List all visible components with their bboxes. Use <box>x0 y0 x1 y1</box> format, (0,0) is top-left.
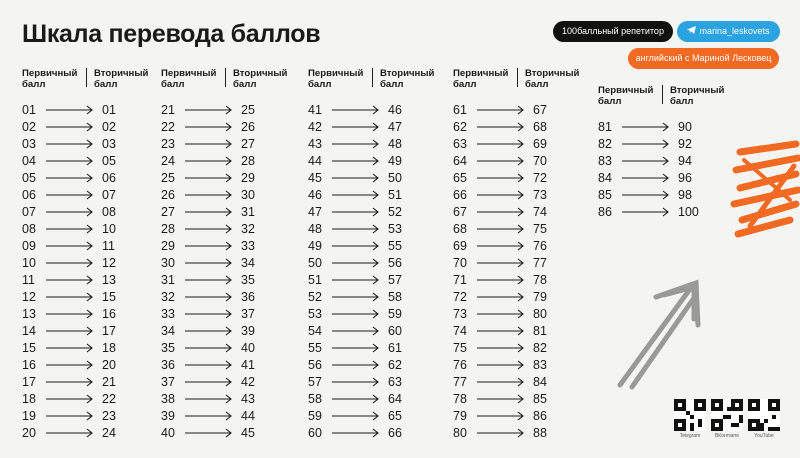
primary-score: 32 <box>161 290 175 304</box>
primary-score: 05 <box>22 171 36 185</box>
primary-score: 76 <box>453 358 467 372</box>
right-arrow-icon <box>332 223 380 235</box>
secondary-score: 28 <box>241 154 255 168</box>
right-arrow-icon <box>46 274 94 286</box>
secondary-score: 92 <box>678 137 692 151</box>
right-arrow-icon <box>332 342 380 354</box>
repetitor-badge: 100балльный репетитор <box>553 21 673 42</box>
primary-score-header: Первичный балл <box>308 68 364 90</box>
secondary-score: 34 <box>241 256 255 270</box>
primary-score: 21 <box>161 103 175 117</box>
youtube-qr-code[interactable] <box>748 399 780 431</box>
secondary-score: 60 <box>388 324 402 338</box>
primary-score: 80 <box>453 426 467 440</box>
right-arrow-icon <box>332 206 380 218</box>
right-arrow-icon <box>477 138 525 150</box>
secondary-score: 66 <box>388 426 402 440</box>
primary-score: 02 <box>22 120 36 134</box>
primary-score: 64 <box>453 154 467 168</box>
primary-score: 55 <box>308 341 322 355</box>
primary-score: 62 <box>453 120 467 134</box>
secondary-score: 08 <box>102 205 116 219</box>
telegram-badge[interactable] <box>677 21 780 42</box>
primary-score: 52 <box>308 290 322 304</box>
right-arrow-icon <box>622 206 670 218</box>
telegram-handle: marina_leskovets <box>699 26 770 36</box>
vk-qr-label: ВКонтакте <box>714 433 740 439</box>
secondary-score: 15 <box>102 290 116 304</box>
secondary-score: 36 <box>241 290 255 304</box>
right-arrow-icon <box>477 189 525 201</box>
secondary-score: 90 <box>678 120 692 134</box>
header-divider <box>86 68 87 87</box>
primary-score: 14 <box>22 324 36 338</box>
primary-score: 70 <box>453 256 467 270</box>
secondary-score: 41 <box>241 358 255 372</box>
right-arrow-icon <box>185 257 233 269</box>
right-arrow-icon <box>477 376 525 388</box>
primary-score: 81 <box>598 120 612 134</box>
secondary-score: 02 <box>102 120 116 134</box>
right-arrow-icon <box>185 308 233 320</box>
primary-score: 61 <box>453 103 467 117</box>
secondary-score: 20 <box>102 358 116 372</box>
primary-score: 58 <box>308 392 322 406</box>
secondary-score: 50 <box>388 171 402 185</box>
right-arrow-icon <box>46 138 94 150</box>
secondary-score: 27 <box>241 137 255 151</box>
secondary-score: 63 <box>388 375 402 389</box>
right-arrow-icon <box>477 410 525 422</box>
primary-score: 18 <box>22 392 36 406</box>
primary-score: 54 <box>308 324 322 338</box>
right-arrow-icon <box>185 121 233 133</box>
right-arrow-icon <box>185 104 233 116</box>
right-arrow-icon <box>46 257 94 269</box>
secondary-score: 73 <box>533 188 547 202</box>
secondary-score: 59 <box>388 307 402 321</box>
secondary-score: 55 <box>388 239 402 253</box>
secondary-score: 39 <box>241 324 255 338</box>
secondary-score: 69 <box>533 137 547 151</box>
page-title: Шкала перевода баллов <box>22 20 321 48</box>
right-arrow-icon <box>185 274 233 286</box>
primary-score: 42 <box>308 120 322 134</box>
secondary-score: 86 <box>533 409 547 423</box>
secondary-score: 98 <box>678 188 692 202</box>
secondary-score: 78 <box>533 273 547 287</box>
primary-score: 12 <box>22 290 36 304</box>
right-arrow-icon <box>332 291 380 303</box>
primary-score: 67 <box>453 205 467 219</box>
secondary-score: 51 <box>388 188 402 202</box>
primary-score: 08 <box>22 222 36 236</box>
primary-score: 34 <box>161 324 175 338</box>
secondary-score: 26 <box>241 120 255 134</box>
primary-score: 77 <box>453 375 467 389</box>
primary-score: 37 <box>161 375 175 389</box>
secondary-score: 25 <box>241 103 255 117</box>
right-arrow-icon <box>477 257 525 269</box>
right-arrow-icon <box>477 427 525 439</box>
right-arrow-icon <box>46 206 94 218</box>
secondary-score: 58 <box>388 290 402 304</box>
secondary-score: 07 <box>102 188 116 202</box>
primary-score: 45 <box>308 171 322 185</box>
secondary-score: 65 <box>388 409 402 423</box>
right-arrow-icon <box>332 410 380 422</box>
right-arrow-icon <box>46 410 94 422</box>
right-arrow-icon <box>332 274 380 286</box>
primary-score: 84 <box>598 171 612 185</box>
secondary-score: 52 <box>388 205 402 219</box>
secondary-score: 57 <box>388 273 402 287</box>
right-arrow-icon <box>46 342 94 354</box>
header-divider <box>225 68 226 87</box>
secondary-score: 79 <box>533 290 547 304</box>
right-arrow-icon <box>332 308 380 320</box>
primary-score: 11 <box>22 273 35 287</box>
primary-score: 74 <box>453 324 467 338</box>
right-arrow-icon <box>477 342 525 354</box>
right-arrow-icon <box>622 172 670 184</box>
primary-score: 63 <box>453 137 467 151</box>
right-arrow-icon <box>332 138 380 150</box>
right-arrow-icon <box>185 223 233 235</box>
primary-score: 25 <box>161 171 175 185</box>
primary-score-header: Первичный балл <box>453 68 509 90</box>
right-arrow-icon <box>185 291 233 303</box>
right-arrow-icon <box>46 155 94 167</box>
right-arrow-icon <box>46 189 94 201</box>
secondary-score: 30 <box>241 188 255 202</box>
secondary-score: 32 <box>241 222 255 236</box>
primary-score: 78 <box>453 392 467 406</box>
primary-score: 48 <box>308 222 322 236</box>
right-arrow-icon <box>185 325 233 337</box>
right-arrow-icon <box>332 155 380 167</box>
primary-score: 26 <box>161 188 175 202</box>
secondary-score: 03 <box>102 137 116 151</box>
secondary-score: 48 <box>388 137 402 151</box>
primary-score: 83 <box>598 154 612 168</box>
primary-score: 15 <box>22 341 36 355</box>
secondary-score: 22 <box>102 392 116 406</box>
header-divider <box>662 85 663 104</box>
primary-score: 24 <box>161 154 175 168</box>
primary-score: 39 <box>161 409 175 423</box>
primary-score: 41 <box>308 103 322 117</box>
secondary-score: 77 <box>533 256 547 270</box>
primary-score: 59 <box>308 409 322 423</box>
right-arrow-icon <box>185 359 233 371</box>
secondary-score: 24 <box>102 426 116 440</box>
secondary-score: 42 <box>241 375 255 389</box>
secondary-score: 12 <box>102 256 116 270</box>
primary-score: 51 <box>308 273 322 287</box>
primary-score: 57 <box>308 375 322 389</box>
secondary-score: 47 <box>388 120 402 134</box>
right-arrow-icon <box>332 359 380 371</box>
right-arrow-icon <box>185 427 233 439</box>
primary-score: 60 <box>308 426 322 440</box>
right-arrow-icon <box>46 104 94 116</box>
secondary-score: 64 <box>388 392 402 406</box>
primary-score: 07 <box>22 205 36 219</box>
secondary-score-header: Вторичный балл <box>380 68 435 90</box>
primary-score: 43 <box>308 137 322 151</box>
right-arrow-icon <box>332 104 380 116</box>
right-arrow-icon <box>332 240 380 252</box>
primary-score: 40 <box>161 426 175 440</box>
primary-score: 36 <box>161 358 175 372</box>
secondary-score: 46 <box>388 103 402 117</box>
primary-score: 03 <box>22 137 36 151</box>
secondary-score: 100 <box>678 205 699 219</box>
secondary-score-header: Вторичный балл <box>525 68 580 90</box>
secondary-score: 82 <box>533 341 547 355</box>
secondary-score: 06 <box>102 171 116 185</box>
right-arrow-icon <box>46 223 94 235</box>
right-arrow-icon <box>46 427 94 439</box>
primary-score: 71 <box>453 273 467 287</box>
vk-qr-code[interactable] <box>711 399 743 431</box>
secondary-score: 35 <box>241 273 255 287</box>
right-arrow-icon <box>46 121 94 133</box>
right-arrow-icon <box>477 240 525 252</box>
secondary-score: 76 <box>533 239 547 253</box>
telegram-qr-label: Telegram <box>679 433 701 439</box>
secondary-score: 75 <box>533 222 547 236</box>
right-arrow-icon <box>46 393 94 405</box>
primary-score: 79 <box>453 409 467 423</box>
primary-score: 44 <box>308 154 322 168</box>
right-arrow-icon <box>332 189 380 201</box>
secondary-score: 61 <box>388 341 402 355</box>
right-arrow-icon <box>477 172 525 184</box>
right-arrow-icon <box>185 240 233 252</box>
primary-score: 22 <box>161 120 175 134</box>
right-arrow-icon <box>332 393 380 405</box>
right-arrow-icon <box>477 359 525 371</box>
primary-score: 35 <box>161 341 175 355</box>
secondary-score: 74 <box>533 205 547 219</box>
english-badge: английский с Мариной Лесковец <box>628 48 779 69</box>
secondary-score: 01 <box>102 103 116 117</box>
right-arrow-icon <box>477 274 525 286</box>
right-arrow-icon <box>185 172 233 184</box>
right-arrow-icon <box>46 376 94 388</box>
secondary-score: 33 <box>241 239 255 253</box>
right-arrow-icon <box>477 121 525 133</box>
primary-score: 10 <box>22 256 36 270</box>
secondary-score: 56 <box>388 256 402 270</box>
primary-score: 33 <box>161 307 175 321</box>
primary-score: 86 <box>598 205 612 219</box>
secondary-score: 40 <box>241 341 255 355</box>
primary-score: 20 <box>22 426 36 440</box>
right-arrow-icon <box>622 121 670 133</box>
right-arrow-icon <box>46 359 94 371</box>
primary-score-header: Первичный балл <box>598 85 654 107</box>
right-arrow-icon <box>46 240 94 252</box>
primary-score: 65 <box>453 171 467 185</box>
primary-score: 50 <box>308 256 322 270</box>
header-divider <box>372 68 373 87</box>
secondary-score: 11 <box>102 239 115 253</box>
primary-score: 13 <box>22 307 36 321</box>
secondary-score: 37 <box>241 307 255 321</box>
right-arrow-icon <box>477 291 525 303</box>
secondary-score: 84 <box>533 375 547 389</box>
primary-score: 82 <box>598 137 612 151</box>
secondary-score: 62 <box>388 358 402 372</box>
right-arrow-icon <box>332 121 380 133</box>
right-arrow-icon <box>477 206 525 218</box>
right-arrow-icon <box>622 155 670 167</box>
primary-score: 23 <box>161 137 175 151</box>
primary-score: 19 <box>22 409 36 423</box>
right-arrow-icon <box>332 376 380 388</box>
primary-score: 47 <box>308 205 322 219</box>
right-arrow-icon <box>46 291 94 303</box>
gray-arrow-decoration <box>610 275 710 390</box>
primary-score: 85 <box>598 188 612 202</box>
secondary-score: 49 <box>388 154 402 168</box>
secondary-score: 18 <box>102 341 116 355</box>
right-arrow-icon <box>477 393 525 405</box>
right-arrow-icon <box>185 138 233 150</box>
secondary-score: 96 <box>678 171 692 185</box>
secondary-score: 16 <box>102 307 116 321</box>
primary-score: 72 <box>453 290 467 304</box>
youtube-qr-label: YouTube <box>754 433 774 439</box>
right-arrow-icon <box>185 376 233 388</box>
primary-score: 06 <box>22 188 36 202</box>
secondary-score: 94 <box>678 154 692 168</box>
primary-score: 68 <box>453 222 467 236</box>
primary-score: 38 <box>161 392 175 406</box>
secondary-score: 67 <box>533 103 547 117</box>
right-arrow-icon <box>477 223 525 235</box>
right-arrow-icon <box>477 325 525 337</box>
right-arrow-icon <box>332 325 380 337</box>
primary-score: 56 <box>308 358 322 372</box>
secondary-score: 31 <box>241 205 255 219</box>
primary-score: 04 <box>22 154 36 168</box>
primary-score: 66 <box>453 188 467 202</box>
secondary-score: 68 <box>533 120 547 134</box>
primary-score: 27 <box>161 205 175 219</box>
primary-score-header: Первичный балл <box>22 68 78 90</box>
secondary-score: 17 <box>102 324 116 338</box>
secondary-score-header: Вторичный балл <box>94 68 149 90</box>
right-arrow-icon <box>185 393 233 405</box>
secondary-score: 53 <box>388 222 402 236</box>
right-arrow-icon <box>477 155 525 167</box>
right-arrow-icon <box>185 410 233 422</box>
right-arrow-icon <box>185 206 233 218</box>
primary-score: 69 <box>453 239 467 253</box>
secondary-score: 23 <box>102 409 116 423</box>
primary-score: 30 <box>161 256 175 270</box>
telegram-qr-code[interactable] <box>674 399 706 431</box>
secondary-score: 81 <box>533 324 547 338</box>
primary-score: 49 <box>308 239 322 253</box>
secondary-score: 43 <box>241 392 255 406</box>
primary-score: 31 <box>161 273 175 287</box>
right-arrow-icon <box>332 172 380 184</box>
secondary-score: 44 <box>241 409 255 423</box>
right-arrow-icon <box>46 325 94 337</box>
secondary-score: 10 <box>102 222 116 236</box>
secondary-score: 45 <box>241 426 255 440</box>
primary-score: 29 <box>161 239 175 253</box>
primary-score-header: Первичный балл <box>161 68 217 90</box>
secondary-score: 85 <box>533 392 547 406</box>
right-arrow-icon <box>185 155 233 167</box>
telegram-icon <box>687 21 696 42</box>
right-arrow-icon <box>46 172 94 184</box>
primary-score: 16 <box>22 358 36 372</box>
secondary-score: 05 <box>102 154 116 168</box>
primary-score: 73 <box>453 307 467 321</box>
primary-score: 75 <box>453 341 467 355</box>
primary-score: 46 <box>308 188 322 202</box>
secondary-score: 72 <box>533 171 547 185</box>
secondary-score: 83 <box>533 358 547 372</box>
secondary-score: 21 <box>102 375 116 389</box>
right-arrow-icon <box>477 104 525 116</box>
right-arrow-icon <box>332 257 380 269</box>
primary-score: 09 <box>22 239 36 253</box>
secondary-score-header: Вторичный балл <box>670 85 725 107</box>
right-arrow-icon <box>477 308 525 320</box>
secondary-score-header: Вторичный балл <box>233 68 288 90</box>
orange-brush-decoration <box>730 140 800 240</box>
secondary-score: 80 <box>533 307 547 321</box>
primary-score: 17 <box>22 375 36 389</box>
secondary-score: 88 <box>533 426 547 440</box>
right-arrow-icon <box>46 308 94 320</box>
secondary-score: 29 <box>241 171 255 185</box>
header-divider <box>517 68 518 87</box>
primary-score: 28 <box>161 222 175 236</box>
primary-score: 53 <box>308 307 322 321</box>
right-arrow-icon <box>622 189 670 201</box>
secondary-score: 70 <box>533 154 547 168</box>
right-arrow-icon <box>622 138 670 150</box>
secondary-score: 13 <box>102 273 116 287</box>
right-arrow-icon <box>332 427 380 439</box>
right-arrow-icon <box>185 189 233 201</box>
right-arrow-icon <box>185 342 233 354</box>
primary-score: 01 <box>22 103 36 117</box>
